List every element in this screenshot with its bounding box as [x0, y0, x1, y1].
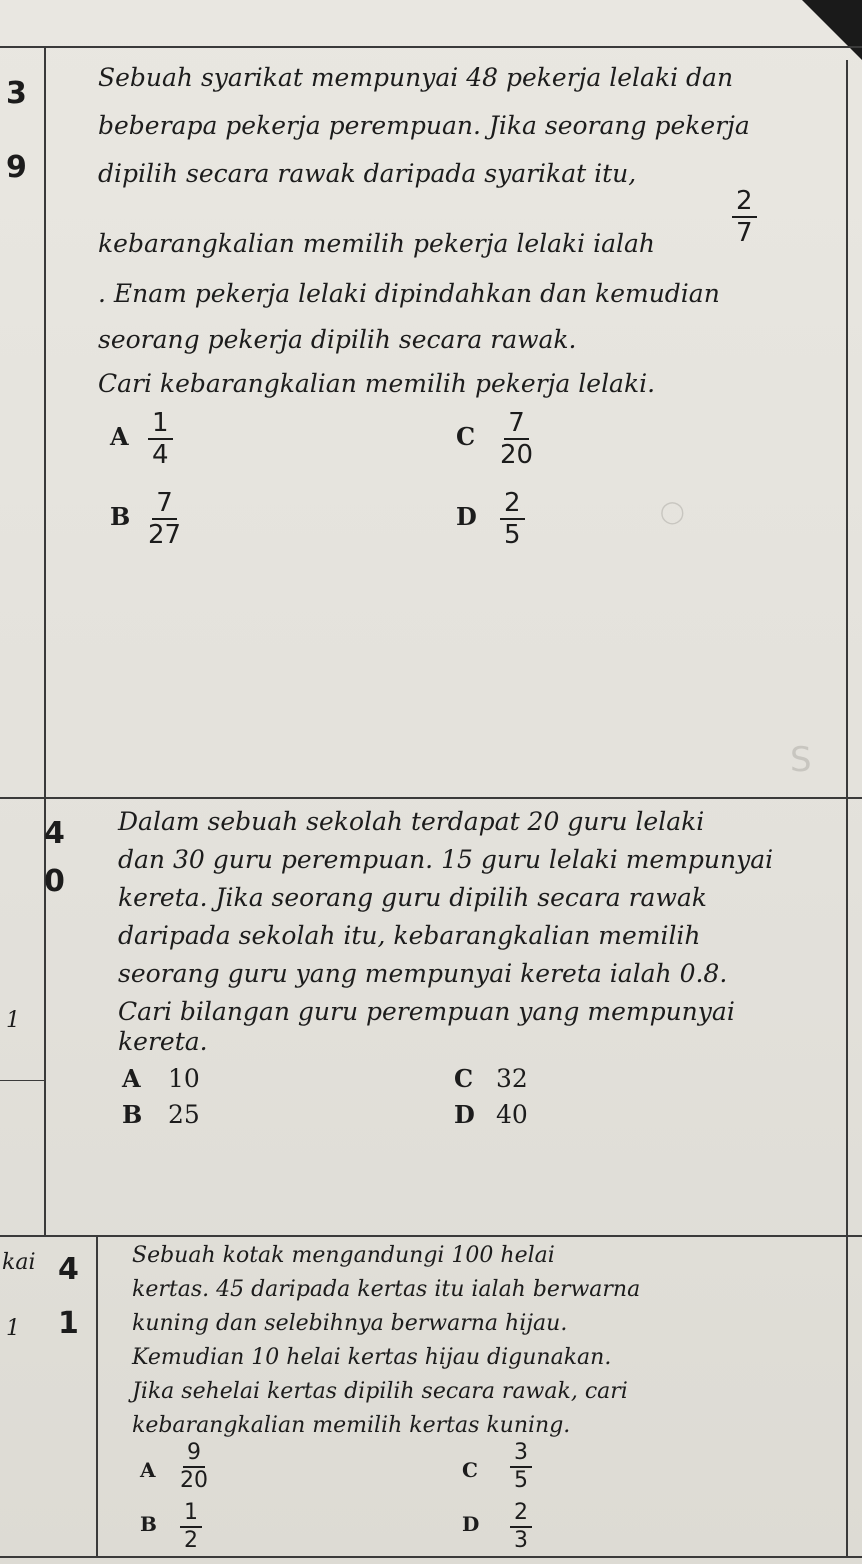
option-letter-c[interactable]: C — [462, 1458, 478, 1482]
given-probability-fraction — [732, 186, 757, 248]
question-text-line: Dalam sebuah sekolah terdapat 20 guru lelaki — [118, 807, 705, 836]
option-letter-c[interactable]: C — [456, 422, 476, 451]
table-border-top — [0, 46, 862, 48]
option-letter-d[interactable]: D — [462, 1512, 480, 1536]
option-c-value: 32 — [496, 1064, 528, 1093]
option-b-value: 25 — [168, 1100, 200, 1129]
question-text-line: kuning dan selebihnya berwarna hijau. — [132, 1311, 568, 1336]
option-b-fraction — [180, 1500, 202, 1554]
bleed-through-mark: S — [790, 740, 812, 780]
question-number-top: 3 — [6, 76, 27, 111]
fraction-denominator: 20 — [180, 1468, 208, 1493]
option-letter-a[interactable]: A — [140, 1458, 156, 1482]
option-d-value: 40 — [496, 1100, 528, 1129]
question-text-line: Kemudian 10 helai kertas hijau digunakan. — [132, 1345, 612, 1370]
option-d-fraction — [500, 488, 525, 550]
table-border-right — [846, 60, 848, 1557]
fraction-numerator: 9 — [183, 1440, 205, 1468]
margin-tick — [0, 1080, 44, 1081]
fraction-denominator: 5 — [514, 1468, 528, 1493]
option-letter-a[interactable]: A — [110, 422, 129, 451]
option-a-fraction — [180, 1440, 208, 1494]
question-text-line: kebarangkalian memilih pekerja lelaki ialah — [98, 229, 656, 258]
margin-mark: kai — [2, 1250, 36, 1275]
option-letter-d[interactable]: D — [456, 502, 477, 531]
option-a-value: 10 — [168, 1064, 200, 1093]
option-d-fraction — [510, 1500, 532, 1554]
fraction-denominator: 7 — [736, 218, 753, 248]
fraction-numerator: 1 — [148, 408, 173, 440]
option-letter-b[interactable]: B — [110, 502, 131, 531]
fraction-denominator: 4 — [152, 440, 169, 470]
question-text-line: kereta. — [118, 1027, 208, 1056]
question-text-line: dan 30 guru perempuan. 15 guru lelaki mempunyai — [118, 845, 774, 874]
option-b-fraction — [148, 488, 181, 550]
fraction-numerator: 3 — [510, 1440, 532, 1468]
table-border-left-q3 — [96, 1235, 98, 1557]
fraction-denominator: 2 — [184, 1528, 198, 1553]
fraction-numerator: 2 — [500, 488, 525, 520]
fraction-numerator: 2 — [510, 1500, 532, 1528]
question-text-line: daripada sekolah itu, kebarangkalian memilih — [118, 921, 701, 950]
option-c-fraction — [500, 408, 533, 470]
fraction-numerator: 7 — [504, 408, 529, 440]
table-border-bottom — [0, 1556, 862, 1558]
table-border-left — [44, 46, 46, 1236]
fraction-denominator: 5 — [504, 520, 521, 550]
bleed-through-mark: ◯ — [660, 500, 685, 525]
question-number-top: 4 — [44, 816, 65, 851]
option-letter-d[interactable]: D — [454, 1100, 475, 1129]
margin-mark: 1 — [6, 1316, 20, 1341]
fraction-denominator: 20 — [500, 440, 534, 470]
question-text-line: dipilih secara rawak daripada syarikat itu, — [98, 159, 637, 188]
question-number-bottom: 0 — [44, 864, 65, 899]
question-text-line: kereta. Jika seorang guru dipilih secara rawak — [118, 883, 707, 912]
question-text-line: Sebuah syarikat mempunyai 48 pekerja lelaki dan — [98, 63, 734, 92]
question-text-line: seorang pekerja dipilih secara rawak. — [98, 325, 577, 354]
question-text-line: Cari kebarangkalian memilih pekerja lelaki. — [98, 369, 656, 398]
fraction-numerator: 1 — [180, 1500, 202, 1528]
question-text-line: Sebuah kotak mengandungi 100 helai — [132, 1243, 555, 1268]
question-number-bottom: 9 — [6, 150, 27, 185]
fraction-numerator: 7 — [152, 488, 177, 520]
option-a-fraction — [148, 408, 173, 470]
option-c-fraction — [510, 1440, 532, 1494]
table-border-q1-q2 — [0, 797, 862, 799]
question-text-line: Jika sehelai kertas dipilih secara rawak, cari — [132, 1379, 628, 1404]
fraction-denominator: 3 — [514, 1528, 528, 1553]
question-number-top: 4 — [58, 1252, 79, 1287]
question-text-line: . Enam pekerja lelaki dipindahkan dan kemudian — [98, 279, 720, 308]
question-text-line: beberapa pekerja perempuan. Jika seorang pekerja — [98, 111, 750, 140]
fraction-numerator: 2 — [732, 186, 757, 218]
option-letter-c[interactable]: C — [454, 1064, 474, 1093]
option-letter-a[interactable]: A — [122, 1064, 141, 1093]
margin-mark: 1 — [6, 1008, 20, 1033]
option-letter-b[interactable]: B — [140, 1512, 157, 1536]
page-corner-shadow — [802, 0, 862, 60]
question-text-line: kertas. 45 daripada kertas itu ialah berwarna — [132, 1277, 641, 1302]
question-text-line: seorang guru yang mempunyai kereta ialah 0.8. — [118, 959, 728, 988]
question-number-bottom: 1 — [58, 1306, 79, 1341]
question-text-line: Cari bilangan guru perempuan yang mempunyai — [118, 997, 735, 1026]
question-text-line: kebarangkalian memilih kertas kuning. — [132, 1413, 571, 1438]
fraction-denominator: 27 — [148, 520, 182, 550]
option-letter-b[interactable]: B — [122, 1100, 143, 1129]
